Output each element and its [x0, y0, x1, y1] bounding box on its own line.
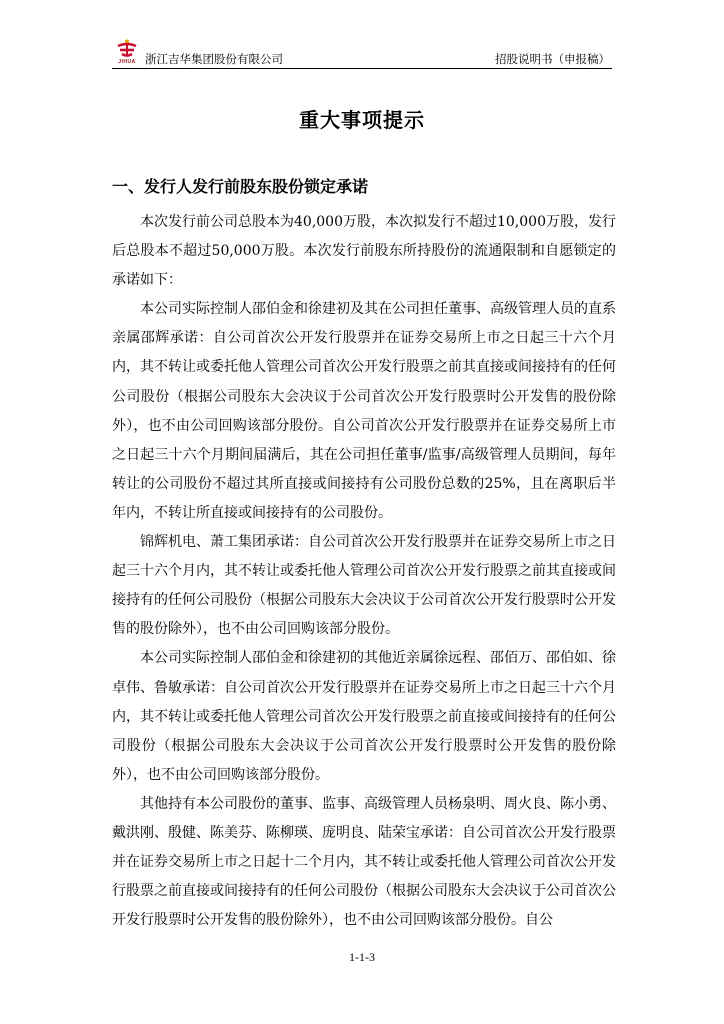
paragraph-corporate-shareholders-commitment: 锦辉机电、萧工集团承诺：自公司首次公开发行股票并在证券交易所上市之日起三十六个月内，其不转让或委托他人管理公司首次公开发行股票之前其直接或间接持有的任何公司股份（根据公司股东大会决议于公司首次公开发行股票时公开发售的股份除外），也不由公司回购该部分股份。: [112, 534, 616, 638]
section-heading: 一、发行人发行前股东股份锁定承诺: [112, 177, 369, 196]
document-type: 招股说明书（申报稿）: [495, 52, 610, 66]
logo-text: JIHUA: [118, 59, 136, 65]
company-name: 浙江吉华集团股份有限公司: [145, 52, 283, 66]
company-logo: [112, 38, 142, 66]
paragraph-share-capital: 本次发行前公司总股本为40,000万股，本次拟发行不超过10,000万股，发行后总股本不超过50,000万股。本次发行前股东所持股份的流通限制和自愿锁定的承诺如下：: [112, 214, 616, 289]
page-header: [112, 38, 612, 69]
page-title: 重大事项提示: [299, 108, 425, 132]
page-number: 1-1-3: [349, 950, 375, 964]
jihua-logo-icon: [116, 38, 138, 58]
paragraph-directors-commitment: 其他持有本公司股份的董事、监事、高级管理人员杨泉明、周火良、陈小勇、戴洪刚、殷健、陈美芬、陈柳瑛、庞明良、陆荣宝承诺：自公司首次公开发行股票并在证券交易所上市之日起十二个月内，其不转让或委托他人管理公司首次公开发行股票之前直接或间接持有的任何公司股份（根据公司股东大会决议于公司首次公开发行股票时公开发售的股份除外），也不由公司回购该部分股份。自公: [112, 795, 616, 929]
body-text: [112, 208, 616, 935]
paragraph-relatives-commitment: 本公司实际控制人邵伯金和徐建初的其他近亲属徐远程、邵佰万、邵伯如、徐卓伟、鲁敏承诺：自公司首次公开发行股票并在证券交易所上市之日起三十六个月内，其不转让或委托他人管理公司首次公开发行股票之前直接或间接持有的任何公司股份（根据公司股东大会决议于公司首次公开发行股票时公开发售的股份除外），也不由公司回购该部分股份。: [112, 650, 616, 783]
paragraph-controller-commitment: 本公司实际控制人邵伯金和徐建初及其在公司担任董事、高级管理人员的直系亲属邵辉承诺：自公司首次公开发行股票并在证券交易所上市之日起三十六个月内，其不转让或委托他人管理公司首次公开发行股票之前其直接或间接持有的任何公司股份（根据公司股东大会决议于公司首次公开发行股票时公开发售的股份除外），也不由公司回购该部分股份。自公司首次公开发行股票并在证券交易所上市之日起三十六个月期间届满后，其在公司担任董事/监事/高级管理人员期间，每年转让的公司股份不超过其所直接或间接持有公司股份总数的25%，且在离职后半年内，不转让所直接或间接持有的公司股份。: [112, 301, 616, 521]
